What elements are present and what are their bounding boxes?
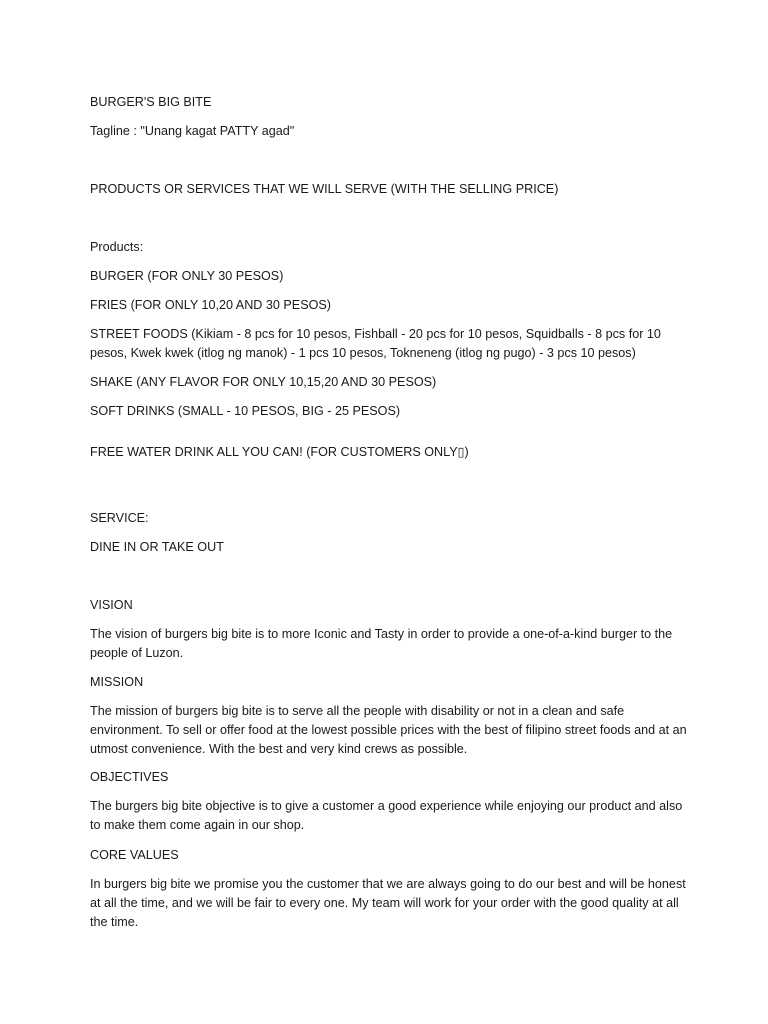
products-label: Products: xyxy=(90,240,144,254)
product-item-soft-drinks: SOFT DRINKS (SMALL - 10 PESOS, BIG - 25 PESOS) xyxy=(90,404,401,418)
document-title: BURGER'S BIG BITE xyxy=(90,95,212,109)
product-item-fries: FRIES (FOR ONLY 10,20 AND 30 PESOS) xyxy=(90,298,331,312)
service-value: DINE IN OR TAKE OUT xyxy=(90,540,224,554)
core-values-text: In burgers big bite we promise you the customer that we are always going to do our best and will be honest at all the time, and we will be fair to every one. My team will work for your order with the good quality at all the time. xyxy=(90,877,686,929)
core-values-heading: CORE VALUES xyxy=(90,848,179,862)
objectives-heading: OBJECTIVES xyxy=(90,770,169,784)
mission-heading: MISSION xyxy=(90,675,144,689)
vision-heading: VISION xyxy=(90,598,133,612)
free-water-note: FREE WATER DRINK ALL YOU CAN! (FOR CUSTOMERS ONLY▯) xyxy=(90,445,469,459)
vision-text: The vision of burgers big bite is to more Iconic and Tasty in order to provide a one-of-a-kind burger to the people of Luzon. xyxy=(90,627,673,660)
products-heading: PRODUCTS OR SERVICES THAT WE WILL SERVE (WITH THE SELLING PRICE) xyxy=(90,182,559,196)
product-item-street-foods: STREET FOODS (Kikiam - 8 pcs for 10 pesos, Fishball - 20 pcs for 10 pesos, Squidballs - 8 pcs for 10 pesos, Kwek kwek (itlog ng manok) - 1 pcs 10 pesos, Tokneneng (itlog ng pugo) - 3 pcs 10 pesos) xyxy=(90,327,661,360)
mission-text: The mission of burgers big bite is to serve all the people with disability or not in a clean and safe environment. To sell or offer food at the lowest possible prices with the best of filipino street foods and at an utmost convenience. With the best and very kind crews as possible. xyxy=(90,704,687,756)
service-label: SERVICE: xyxy=(90,511,149,525)
objectives-text: The burgers big bite objective is to give a customer a good experience while enjoying our product and also to make them come again in our shop. xyxy=(90,799,683,832)
tagline: Tagline : "Unang kagat PATTY agad" xyxy=(90,124,295,138)
product-item-burger: BURGER (FOR ONLY 30 PESOS) xyxy=(90,269,284,283)
product-item-shake: SHAKE (ANY FLAVOR FOR ONLY 10,15,20 AND 30 PESOS) xyxy=(90,375,437,389)
